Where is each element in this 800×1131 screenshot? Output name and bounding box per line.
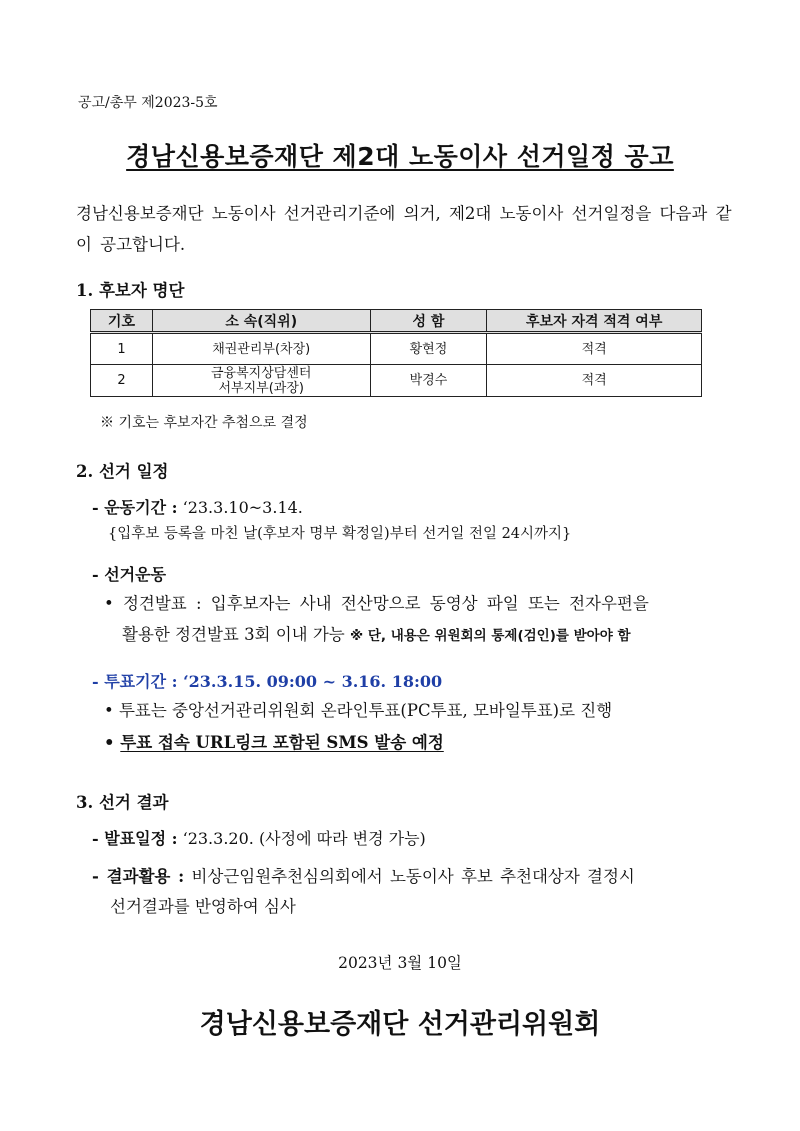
cell-number: 2 bbox=[91, 365, 153, 397]
col-header-number: 기호 bbox=[91, 310, 153, 333]
table-row bbox=[91, 365, 702, 397]
campaign-notice: ※ 단, 내용은 위원회의 통제(검인)를 받아야 함 bbox=[350, 628, 631, 644]
result-usage-continued: 선거결과를 반영하여 심사 bbox=[110, 897, 296, 916]
result-usage: - 결과활용 : 비상근임원추천심의회에서 노동이사 후보 추천대상자 결정시 bbox=[92, 867, 635, 886]
col-header-name: 성 함 bbox=[370, 310, 487, 333]
col-header-department: 소 속(직위) bbox=[152, 310, 370, 333]
campaign-period: - 운동기간 : ‘23.3.10~3.14. bbox=[92, 498, 303, 517]
announcement-date: 2023년 3월 10일 bbox=[338, 954, 462, 972]
table-row bbox=[91, 333, 702, 365]
cell-department: 채권관리부(차장) bbox=[152, 333, 370, 365]
cell-name: 황현정 bbox=[370, 333, 487, 365]
campaign-heading: - 선거운동 bbox=[92, 565, 167, 584]
table-header-row bbox=[91, 310, 702, 333]
cell-department: 금융복지상담센터 서부지부(과장) bbox=[152, 365, 370, 397]
campaign-bullet-continued: 활용한 정견발표 3회 이내 가능 ※ 단, 내용은 위원회의 통제(검인)를 받아야 함 bbox=[122, 625, 631, 644]
vote-bullet: • 투표는 중앙선거관리위원회 온라인투표(PC투표, 모바일투표)로 진행 bbox=[104, 701, 613, 720]
announcement-schedule: - 발표일정 : ‘23.3.20. (사정에 따라 변경 가능) bbox=[92, 829, 426, 848]
section3-heading: 3. 선거 결과 bbox=[76, 793, 169, 812]
section2-heading: 2. 선거 일정 bbox=[76, 462, 169, 481]
issuer-name: 경남신용보증재단 선거관리위원회 bbox=[199, 1009, 601, 1040]
cell-eligibility: 적격 bbox=[487, 333, 702, 365]
campaign-period-detail: {입후보 등록을 마친 날(후보자 명부 확정일)부터 선거일 전일 24시까지} bbox=[108, 526, 572, 542]
section1-heading: 1. 후보자 명단 bbox=[76, 281, 185, 300]
cell-name: 박경수 bbox=[370, 365, 487, 397]
table-note: ※ 기호는 후보자간 추첨으로 결정 bbox=[100, 415, 308, 431]
vote-period: - 투표기간 : ‘23.3.15. 09:00 ~ 3.16. 18:00 bbox=[92, 672, 443, 691]
cell-number: 1 bbox=[91, 333, 153, 365]
vote-sms-bullet: • 투표 접속 URL링크 포함된 SMS 발송 예정 bbox=[104, 733, 444, 752]
campaign-bullet: • 정견발표 : 입후보자는 사내 전산망으로 동영상 파일 또는 전자우편을 bbox=[104, 594, 649, 613]
document-title: 경남신용보증재단 제2대 노동이사 선거일정 공고 bbox=[126, 142, 674, 171]
candidate-table bbox=[90, 309, 702, 397]
cell-eligibility: 적격 bbox=[487, 365, 702, 397]
col-header-eligibility: 후보자 자격 적격 여부 bbox=[487, 310, 702, 333]
document-number: 공고/총무 제2023-5호 bbox=[78, 95, 218, 111]
intro-paragraph: 경남신용보증재단 노동이사 선거관리기준에 의거, 제2대 노동이사 선거일정을 다음과 같이 공고합니다. bbox=[76, 204, 732, 254]
